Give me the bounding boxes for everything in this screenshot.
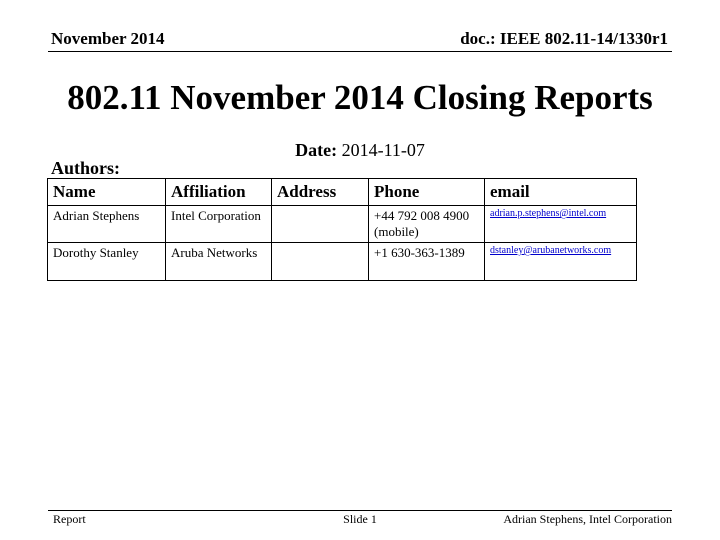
- column-header-affiliation: Affiliation: [166, 179, 272, 206]
- header-doc-id: doc.: IEEE 802.11-14/1330r1: [460, 29, 668, 48]
- column-header-name: Name: [48, 179, 166, 206]
- cell-affiliation: Intel Corporation: [166, 206, 272, 243]
- slide-number: Slide 1: [343, 512, 377, 526]
- cell-phone: +1 630-363-1389: [369, 243, 485, 281]
- cell-email: [485, 206, 637, 243]
- column-header-address: Address: [272, 179, 369, 206]
- authors-label: Authors:: [51, 158, 121, 178]
- cell-affiliation: Aruba Networks: [166, 243, 272, 281]
- footer-rule: [48, 510, 672, 511]
- email-link[interactable]: dstanley@arubanetworks.com: [490, 245, 612, 256]
- footer-author: Adrian Stephens, Intel Corporation: [503, 512, 672, 526]
- table-row: [48, 243, 637, 281]
- slide-title: 802.11 November 2014 Closing Reports: [67, 78, 653, 117]
- email-link[interactable]: adrian.p.stephens@intel.com: [490, 208, 607, 219]
- table-row: [48, 206, 637, 243]
- cell-email: [485, 243, 637, 281]
- cell-address: [272, 243, 369, 281]
- cell-name: Adrian Stephens: [48, 206, 166, 243]
- cell-name: Dorothy Stanley: [48, 243, 166, 281]
- cell-address: [272, 206, 369, 243]
- header-rule: [48, 51, 672, 52]
- cell-phone: +44 792 008 4900 (mobile): [369, 206, 485, 243]
- header-date: November 2014: [51, 29, 165, 48]
- date-label: Date:: [295, 140, 338, 160]
- footer-left: Report: [53, 512, 86, 526]
- column-header-email: email: [485, 179, 637, 206]
- date-value: 2014-11-07: [341, 140, 425, 160]
- column-header-phone: Phone: [369, 179, 485, 206]
- authors-table: [47, 178, 637, 281]
- table-header-row: [48, 179, 637, 206]
